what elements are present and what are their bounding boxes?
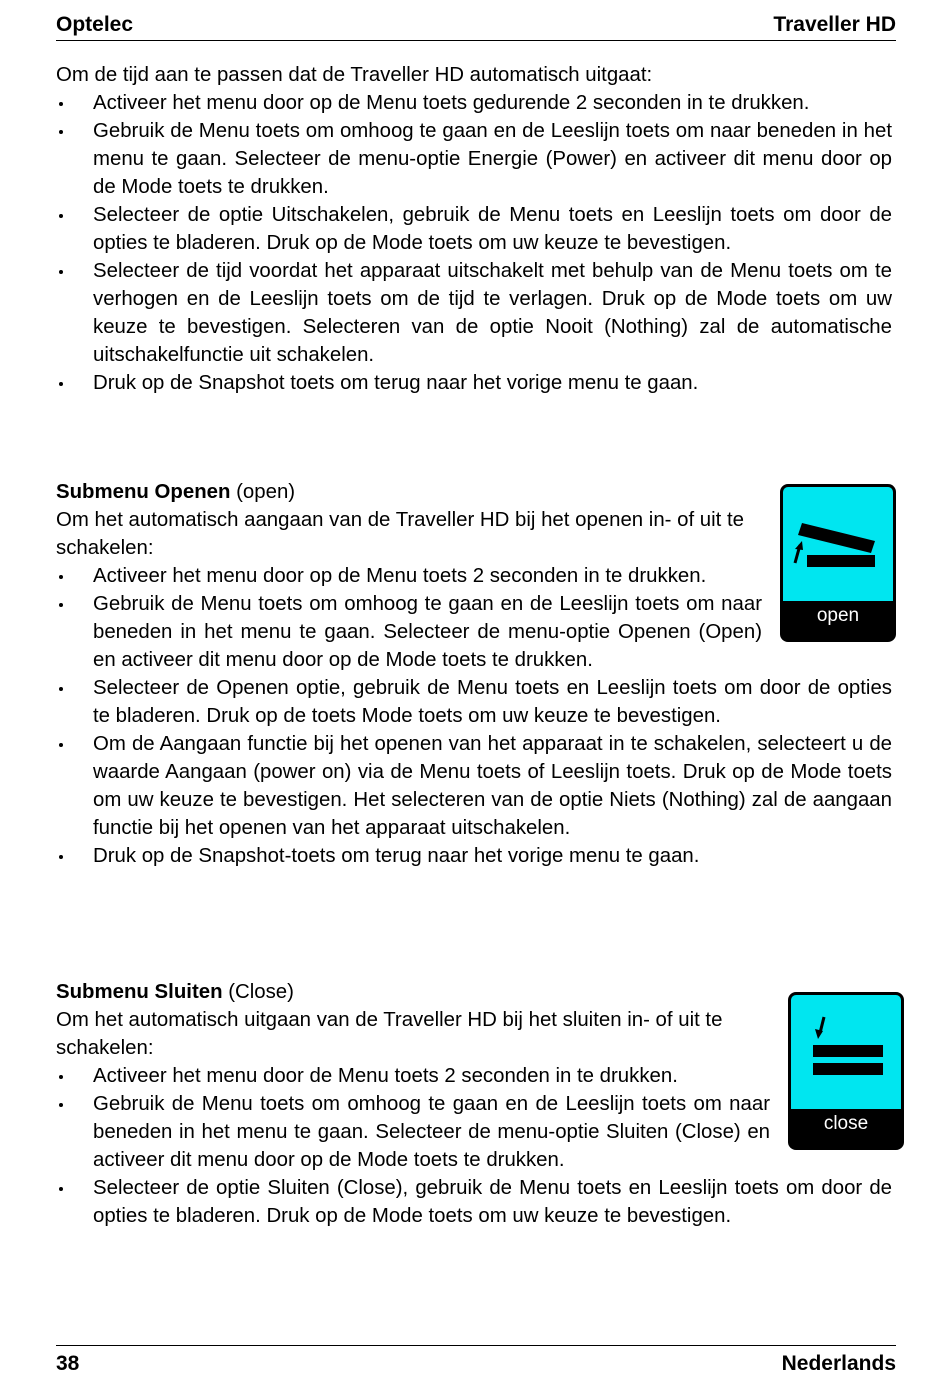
section-intro: Om de tijd aan te passen dat de Traveller HD automatisch uitgaat: [56,64,653,86]
page-number: 38 [56,1352,80,1375]
instruction-list [56,562,892,870]
header-brand: Optelec [56,13,134,36]
section-auto-off [56,61,892,397]
close-icon-label: close [823,1113,869,1134]
section-heading: Submenu Sluiten (Close) [56,981,294,1003]
section-intro: Om het automatisch aangaan van de Traveller HD bij het openen in- of uit te schakelen: [56,509,745,559]
footer-language: Nederlands [781,1352,896,1375]
list-item: Druk op de Snapshot toets om terug naar het vorige menu te gaan. [56,369,892,397]
list-item: Activeer het menu door de Menu toets 2 seconden in te drukken. [56,1062,892,1090]
list-item: Selecteer de Openen optie, gebruik de Menu toets en Leeslijn toets om door de opties te bladeren. Druk op de toets Mode toets om uw keuze te bevestigen. [56,674,892,730]
open-icon-label: open [816,605,860,626]
list-item: Gebruik de Menu toets om omhoog te gaan en de Leeslijn toets om naar beneden in het menu te gaan. Selecteer de menu-optie Openen (Open) en activeer dit menu door op de Mode toets te drukken. [56,590,892,674]
page-footer [56,1345,896,1376]
list-item: Activeer het menu door op de Menu toets 2 seconden in te drukken. [56,562,892,590]
header-product: Traveller HD [773,13,896,36]
section-open [56,478,892,870]
instruction-list [56,1062,892,1230]
list-item: Selecteer de optie Uitschakelen, gebruik de Menu toets en Leeslijn toets om door de opties te bladeren. Druk op de Mode toets om uw keuze te bevestigen. [56,201,892,257]
list-item: Druk op de Snapshot-toets om terug naar het vorige menu te gaan. [56,842,892,870]
list-item: Gebruik de Menu toets om omhoog te gaan en de Leeslijn toets om naar beneden in het menu te gaan. Selecteer de menu-optie Energie (Power) en activeer dit menu door op de Mode toets te drukken. [56,117,892,201]
list-item: Selecteer de tijd voordat het apparaat uitschakelt met behulp van de Menu toets om te verhogen en de Leeslijn toets om de tijd te verlagen. Druk op de Mode toets om uw keuze te bevestigen. Selecteren van de optie Nooit (Nothing) zal de automatische uitschakelfunctie uit schakelen. [56,257,892,369]
instruction-list [56,89,892,397]
list-item: Selecteer de optie Sluiten (Close), gebruik de Menu toets en Leeslijn toets om door de opties te bladeren. Druk op de Mode toets om uw keuze te bevestigen. [56,1174,892,1230]
section-close [56,978,892,1230]
list-item: Gebruik de Menu toets om omhoog te gaan en de Leeslijn toets om naar beneden in het menu te gaan. Selecteer de menu-optie Sluiten (Close) en activeer dit menu door op de Mode toets te drukken. [56,1090,892,1174]
list-item: Activeer het menu door op de Menu toets gedurende 2 seconden in te drukken. [56,89,892,117]
section-heading: Submenu Openen (open) [56,481,296,503]
page-header [56,10,896,41]
list-item: Om de Aangaan functie bij het openen van het apparaat in te schakelen, selecteert u de waarde Aangaan (power on) via de Menu toets of Leeslijn toets. Druk op de Mode toets om uw keuze te bevestigen. Het selecteren van de optie Niets (Nothing) zal de aangaan functie bij het openen van het apparaat uitschakelen. [56,730,892,842]
section-intro: Om het automatisch uitgaan van de Traveller HD bij het sluiten in- of uit te schakelen: [56,1009,723,1059]
